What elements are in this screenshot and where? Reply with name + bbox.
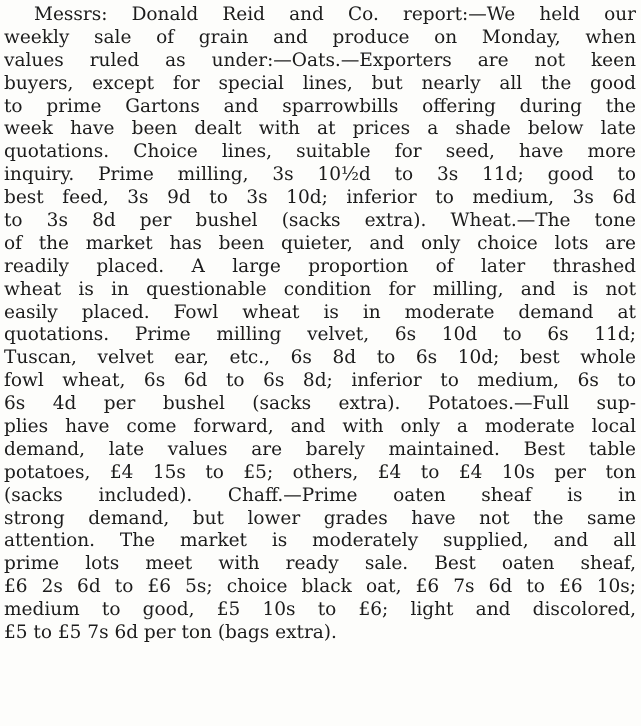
article-line: to prime Gartons and sparrowbills offering during the <box>4 95 636 117</box>
article-line: £6 2s 6d to £6 5s; choice black oat, £6 7s 6d to £6 10s; <box>4 576 636 598</box>
article-line: of the market has been quieter, and only choice lots are <box>4 232 636 254</box>
article-line: weekly sale of grain and produce on Monday, when <box>4 26 636 48</box>
article-line: easily placed. Fowl wheat is in moderate demand at <box>4 301 636 323</box>
article-line: inquiry. Prime milling, 3s 10½d to 3s 11d; good to <box>4 164 636 186</box>
market-report-article <box>4 4 636 645</box>
article-line: Messrs: Donald Reid and Co. report:—We held our <box>34 4 636 25</box>
article-line: values ruled as under:—Oats.—Exporters are not keen <box>4 49 636 71</box>
article-line: 6s 4d per bushel (sacks extra). Potatoes.—Full sup- <box>4 393 636 415</box>
article-line: medium to good, £5 10s to £6; light and discolored, <box>4 599 636 621</box>
article-line: fowl wheat, 6s 6d to 6s 8d; inferior to medium, 6s to <box>4 370 636 392</box>
article-line: (sacks included). Chaff.—Prime oaten sheaf is in <box>4 484 636 506</box>
article-line: wheat is in questionable condition for milling, and is not <box>4 278 636 300</box>
article-line: potatoes, £4 15s to £5; others, £4 to £4 10s per ton <box>4 461 636 483</box>
article-line: best feed, 3s 9d to 3s 10d; inferior to medium, 3s 6d <box>4 187 636 209</box>
article-line: attention. The market is moderately supplied, and all <box>4 530 636 552</box>
article-line: £5 to £5 7s 6d per ton (bags extra). <box>4 622 337 644</box>
article-line: plies have come forward, and with only a moderate local <box>4 416 636 438</box>
article-line: prime lots meet with ready sale. Best oaten sheaf, <box>4 553 636 575</box>
article-line: Tuscan, velvet ear, etc., 6s 8d to 6s 10d; best whole <box>4 347 636 369</box>
article-line: readily placed. A large proportion of later thrashed <box>4 255 636 277</box>
article-line: strong demand, but lower grades have not the same <box>4 507 636 529</box>
article-line: quotations. Prime milling velvet, 6s 10d to 6s 11d; <box>4 324 636 346</box>
article-line: to 3s 8d per bushel (sacks extra). Wheat.—The tone <box>4 210 636 232</box>
article-line: week have been dealt with at prices a shade below late <box>4 118 636 140</box>
article-line: demand, late values are barely maintained. Best table <box>4 438 636 460</box>
article-line: buyers, except for special lines, but nearly all the good <box>4 72 636 94</box>
article-line: quotations. Choice lines, suitable for seed, have more <box>4 141 636 163</box>
